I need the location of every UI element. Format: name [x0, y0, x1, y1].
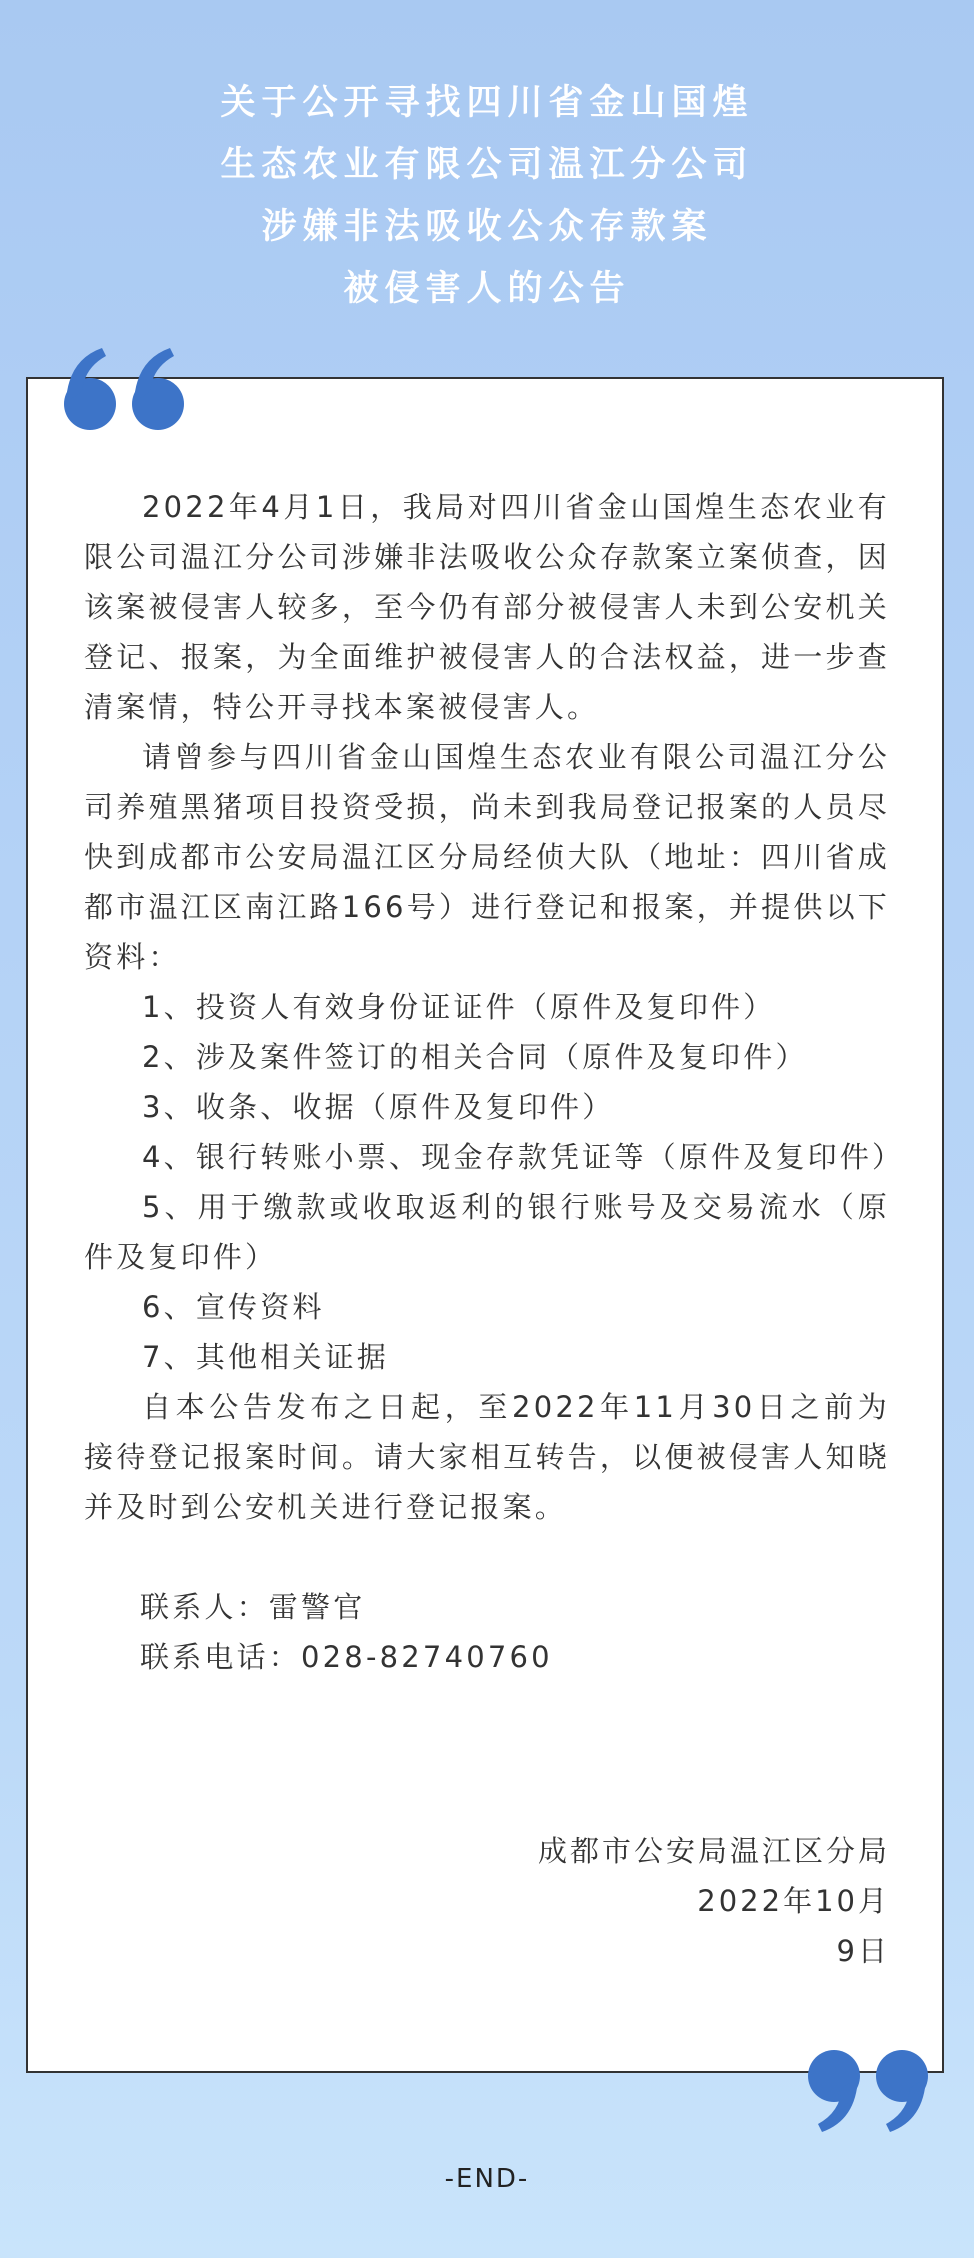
announcement-title: [0, 72, 974, 320]
title-line-3: 涉嫌非法吸收公众存款案: [261, 207, 713, 247]
signature-block: [84, 1826, 890, 1976]
end-marker: -END-: [444, 2164, 530, 2194]
contact-phone: 联系电话：028-82740760: [140, 1640, 553, 1674]
open-quote-icon: [52, 330, 202, 440]
spacer: [84, 1532, 890, 1582]
title-line-4: 被侵害人的公告: [343, 269, 631, 309]
paragraph-intro: 2022年4月1日，我局对四川省金山国煌生态农业有限公司温江分公司涉嫌非法吸收公众存款案立案侦查，因该案被侵害人较多，至今仍有部分被侵害人未到公安机关登记、报案，为全面维护被侵害人的合法权益，进一步查清案情，特公开寻找本案被侵害人。: [84, 490, 890, 724]
list-item: 6、宣传资料: [142, 1290, 325, 1324]
signature-date-line2: 9日: [836, 1934, 890, 1968]
list-item: 4、银行转账小票、现金存款凭证等（原件及复印件）: [142, 1140, 905, 1174]
paragraph-request: 请曾参与四川省金山国煌生态农业有限公司温江分公司养殖黑猪项目投资受损，尚未到我局登记报案的人员尽快到成都市公安局温江区分局经侦大队（地址：四川省成都市温江区南江路166号）进行登记和报案，并提供以下资料：: [84, 740, 890, 974]
signature-date-line1: 2022年10月: [697, 1884, 890, 1918]
title-line-1: 关于公开寻找四川省金山国煌: [220, 83, 754, 123]
paragraph-closing: 自本公告发布之日起，至2022年11月30日之前为接待登记报案时间。请大家相互转告，以便被侵害人知晓并及时到公安机关进行登记报案。: [84, 1390, 890, 1524]
contact-person: 联系人：雷警官: [140, 1590, 366, 1624]
list-item: 1、投资人有效身份证证件（原件及复印件）: [142, 990, 776, 1024]
title-line-2: 生态农业有限公司温江分公司: [220, 145, 754, 185]
close-quote-icon: [790, 2040, 940, 2150]
list-item: 2、涉及案件签订的相关合同（原件及复印件）: [142, 1040, 808, 1074]
list-item: 3、收条、收据（原件及复印件）: [142, 1090, 615, 1124]
list-item: 5、用于缴款或收取返利的银行账号及交易流水（原件及复印件）: [84, 1190, 890, 1274]
signature-org: 成都市公安局温江区分局: [537, 1834, 890, 1868]
notice-body: [84, 482, 905, 1682]
list-item: 7、其他相关证据: [142, 1340, 390, 1374]
